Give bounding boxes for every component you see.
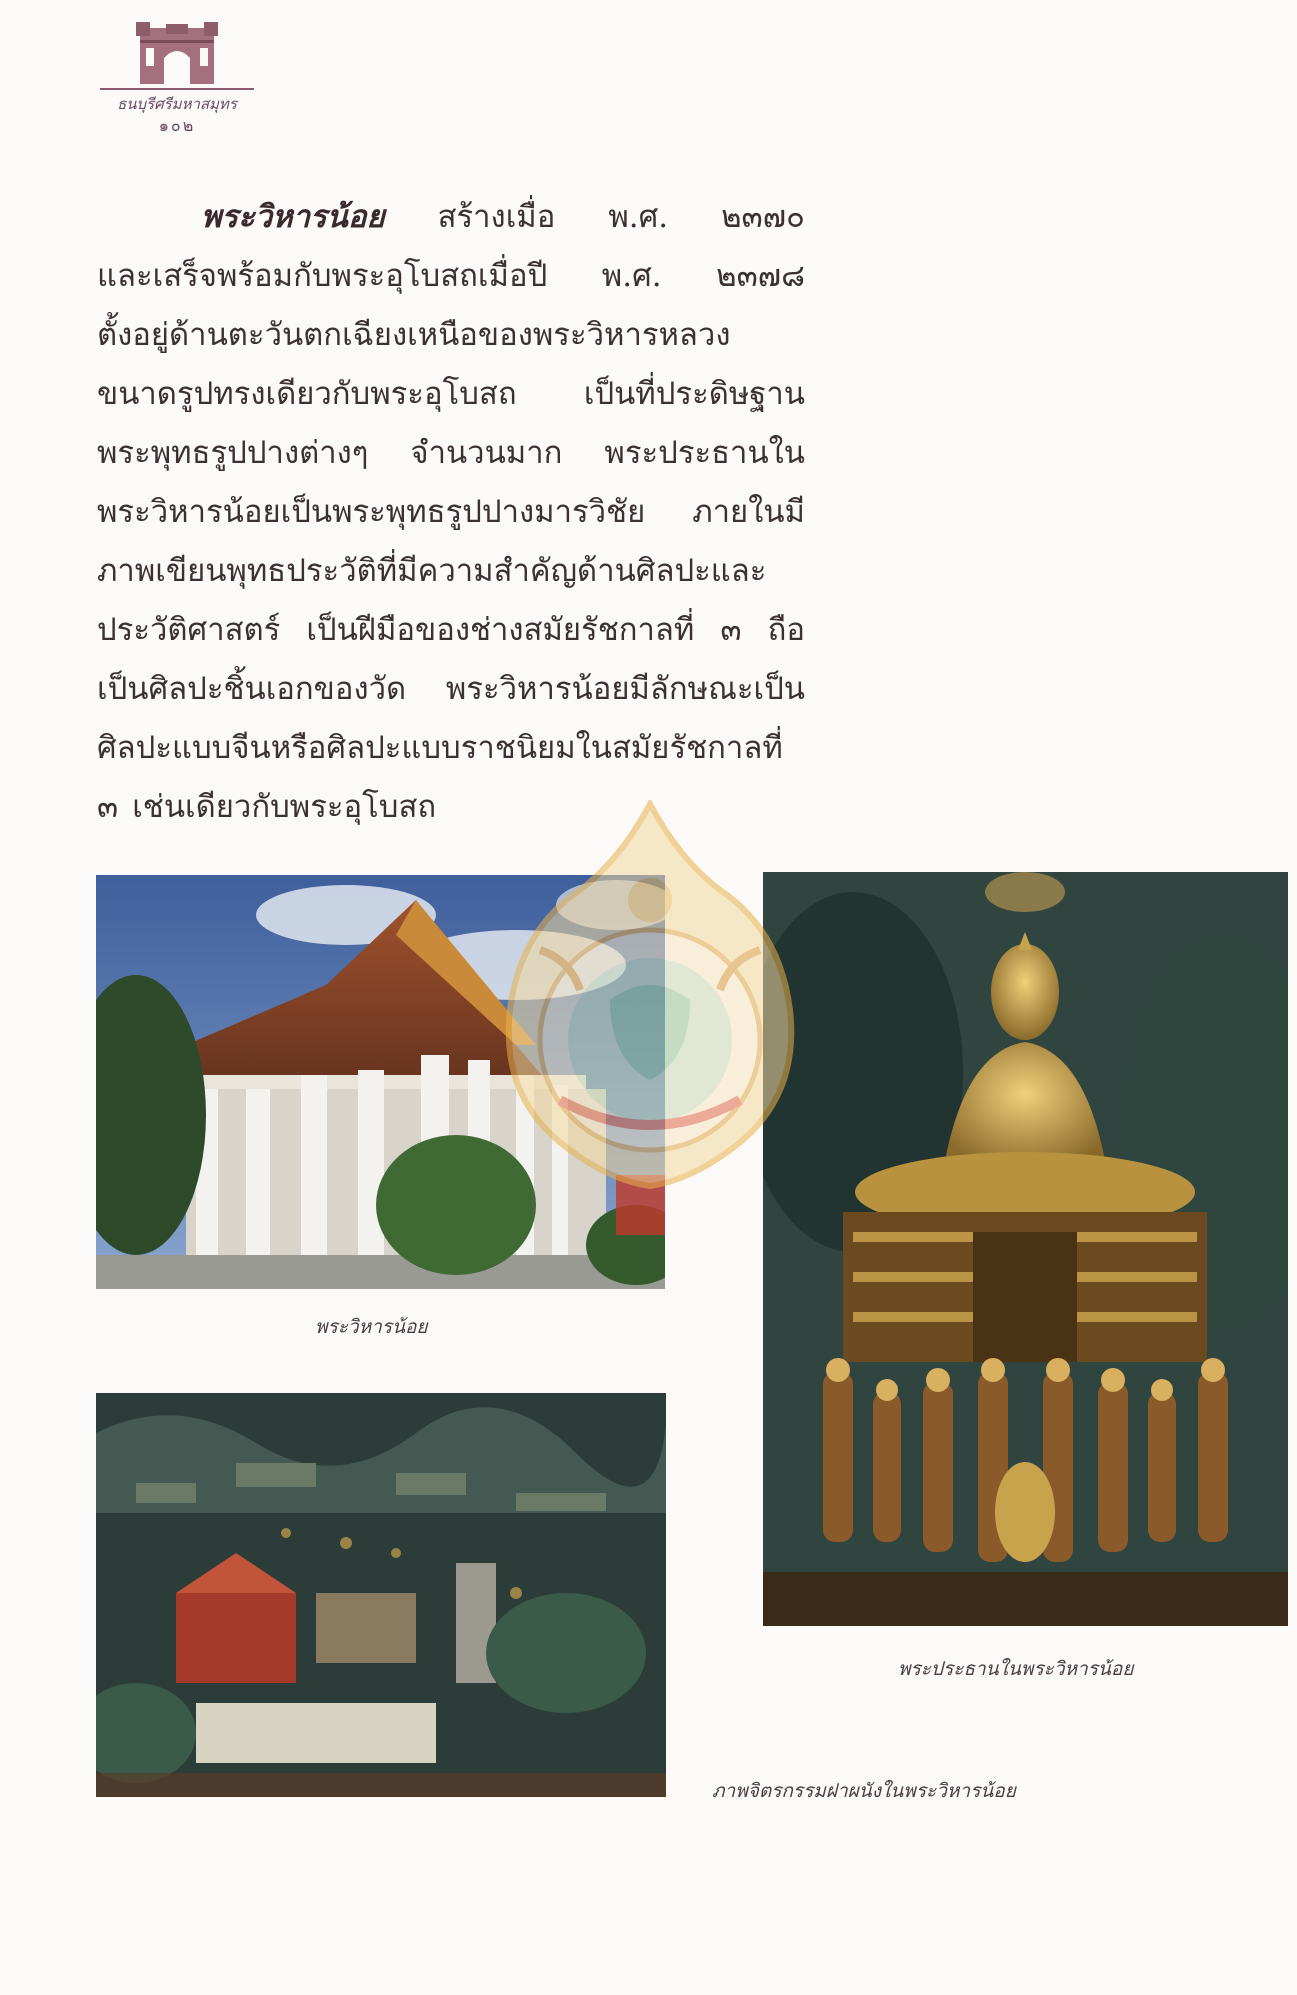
- text-word: ประวัติศาสตร์: [97, 612, 281, 648]
- text-word: เป็นที่ประดิษฐาน: [583, 376, 805, 412]
- page-number: ๑๐๒: [158, 116, 196, 135]
- text-line: [97, 542, 805, 601]
- vihara-caption: พระวิหารน้อย: [315, 1316, 428, 1338]
- text-word: และเสร็จพร้อมกับพระอุโบสถเมื่อปี: [97, 258, 548, 294]
- text-word: พระประธานใน: [604, 435, 805, 471]
- text-line: [97, 601, 805, 660]
- text-word: พ.ศ.: [601, 258, 662, 294]
- buddha-caption: พระประธานในพระวิหารน้อย: [898, 1658, 1134, 1680]
- text-word: ภายในมี: [692, 494, 805, 530]
- text-word: เป็นศิลปะชิ้นเอกของวัด: [97, 671, 407, 707]
- text-word: พระวิหารน้อยเป็นพระพุทธรูปปางมารวิชัย: [97, 494, 646, 530]
- text-word: ขนาดรูปทรงเดียวกับพระอุโบสถ: [97, 376, 517, 412]
- text-word: ๓: [97, 789, 119, 825]
- text-word: เป็นฝีมือของช่างสมัยรัชกาลที่: [306, 612, 695, 648]
- text-word: พ.ศ.: [608, 199, 669, 235]
- text-word: ศิลปะแบบจีนหรือศิลปะแบบราชนิยมในสมัยรัชกาลที่: [97, 730, 783, 766]
- mural-caption: ภาพจิตรกรรมฝาผนังในพระวิหารน้อย: [712, 1780, 1016, 1802]
- text-word: จำนวนมาก: [410, 435, 563, 471]
- mural-photo: [96, 1393, 666, 1797]
- text-line: [97, 365, 805, 424]
- text-word: สร้างเมื่อ: [437, 199, 556, 235]
- text-word: ถือ: [767, 612, 805, 648]
- text-word: ๒๓๗๘: [716, 258, 805, 294]
- header-logo: [92, 22, 262, 134]
- header-rule: [100, 88, 254, 90]
- emblem-seal-icon: [500, 800, 800, 1190]
- buddha-photo: [763, 872, 1288, 1626]
- text-line: [97, 424, 805, 483]
- text-word: ตั้งอยู่ด้านตะวันตกเฉียงเหนือของพระวิหารหลวง: [97, 317, 731, 353]
- text-line: [97, 247, 805, 306]
- text-line: [97, 719, 805, 778]
- text-word: ๓: [720, 612, 742, 648]
- text-word: เช่นเดียวกับพระอุโบสถ: [132, 789, 437, 825]
- text-line: [97, 188, 805, 247]
- city-gate-icon: [136, 22, 218, 84]
- text-line: [97, 660, 805, 719]
- text-line: [97, 306, 805, 365]
- text-word: ภาพเขียนพุทธประวัติที่มีความสำคัญด้านศิลปะและ: [97, 553, 767, 589]
- body-paragraph: [97, 188, 805, 837]
- book-title: ธนบุรีศรีมหาสมุทร: [117, 95, 237, 113]
- text-word: ๒๓๗๐: [721, 199, 805, 235]
- highlight-term: พระวิหารน้อย: [201, 199, 385, 235]
- text-word: พระพุทธรูปปางต่างๆ: [97, 435, 369, 471]
- text-line: [97, 483, 805, 542]
- text-word: พระวิหารน้อยมีลักษณะเป็น: [445, 671, 805, 707]
